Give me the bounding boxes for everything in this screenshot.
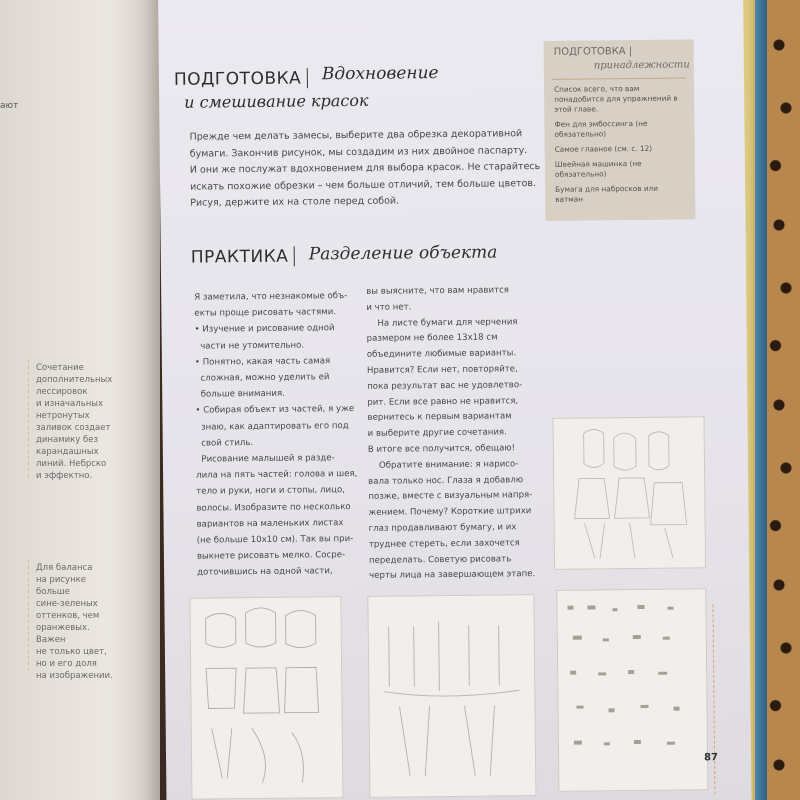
left-caption-1 — [36, 362, 112, 482]
header-preparation — [174, 56, 535, 120]
text-column-1 — [194, 288, 367, 581]
caption-line: больше — [36, 587, 70, 597]
column-1-line: знаю, как адаптировать его под — [195, 420, 349, 433]
column-1-line: сложная, можно уделить ей — [195, 372, 330, 384]
sidebar-items — [554, 83, 687, 209]
supplies-sidebar — [544, 39, 696, 221]
column-2-line: На листе бумаги для черчения — [366, 316, 518, 329]
header-preparation-script: Вдохновение — [321, 63, 439, 85]
column-2-line: черты лица на завершающем этапе. — [369, 569, 536, 582]
header-practice-sans: ПРАКТИКА — [190, 246, 289, 268]
column-2-line: и выберите другие сочетания. — [367, 427, 507, 440]
intro-line: Прежде чем делать замесы, выберите два обрезка декоративной — [189, 128, 523, 143]
column-2-line: размером не более 13х18 см — [366, 332, 498, 345]
intro-line: бумаги. Закончив рисунок, мы создадим из них двойное паспарту. — [189, 144, 528, 160]
caption-line: линий. Небрско — [36, 459, 107, 469]
header-practice-script: Разделение объекта — [308, 242, 498, 265]
column-2-line: жением. Почему? Короткие штрихи — [368, 506, 532, 518]
column-2-line: глаз продавливают бумагу, и их — [368, 522, 517, 534]
sidebar-item: Фен для эмбоссинга (не обязательно) — [554, 118, 648, 139]
caption-line: сине-зеленых — [36, 599, 98, 609]
column-1-line: • Собирая объект из частей, я уже — [195, 404, 355, 417]
caption-line: не только цвет, — [36, 647, 107, 657]
column-2-line: позже, вместе с визуальным напря- — [368, 490, 533, 503]
sidebar-item: Бумага для набросков или ватман — [555, 183, 658, 204]
sketch-outline-image — [367, 594, 536, 798]
header-preparation-script-2: и смешивание красок — [184, 90, 369, 112]
intro-paragraph — [189, 126, 550, 212]
column-1-line: доточившись на одной части, — [197, 566, 333, 579]
caption-line: Для баланса — [36, 563, 93, 573]
sidebar-item: Список всего, что вам понадобится для упражнений в этой главе. — [554, 83, 678, 114]
left-caption-2 — [36, 562, 113, 682]
column-2-line: вернитесь к первым вариантам — [367, 411, 512, 424]
caption-line: карандашных — [36, 447, 99, 457]
caption-dash-line — [28, 360, 29, 480]
left-page-edge-text: ают — [0, 101, 19, 111]
text-column-2 — [366, 283, 549, 585]
book-cover-edge — [755, 0, 767, 800]
right-page — [158, 0, 752, 800]
caption-line: оранжевых. — [36, 623, 90, 633]
column-1-line: екты проще рисовать частями. — [194, 307, 337, 319]
sidebar-divider — [552, 77, 686, 79]
intro-line: И они же послужат вдохновением для выбора красок. Не старайтесь — [189, 161, 541, 176]
caption-dash-line-2 — [28, 560, 29, 670]
caption-line: динамику без — [36, 435, 98, 445]
column-1-line: свой стиль. — [195, 437, 254, 449]
column-1-line: • Понятно, какая часть самая — [194, 356, 331, 368]
caption-line: на рисунке — [36, 575, 87, 585]
left-page — [0, 0, 160, 800]
column-1-line: больше внимания. — [195, 388, 285, 400]
sketch-grid-image — [556, 588, 708, 792]
caption-line: на изображении. — [36, 671, 113, 681]
column-1-line: Рисование малышей я разде- — [195, 453, 335, 465]
column-1-line: лила на пять частей: голова и шея, — [196, 469, 358, 481]
caption-line: и изначальных — [36, 399, 104, 409]
intro-line: искать похожие обрезки – чем больше отличий, тем больше цветов. — [190, 177, 537, 193]
header-practice — [191, 236, 551, 280]
column-1-line: выкнете рисовать мелко. Сосре- — [196, 550, 346, 562]
column-2-line: В итоге все получится, обещаю! — [367, 443, 516, 455]
column-1-line: (не больше 10x10 см). Так вы при- — [196, 534, 354, 546]
caption-line: дополнительных — [36, 375, 113, 385]
page-number: 87 — [704, 752, 719, 764]
column-2-line: труднее стереть, если захочется — [368, 537, 520, 550]
column-2-line: вы выясните, что вам нравится — [366, 285, 510, 297]
caption-line: Важен — [36, 635, 66, 645]
column-1-line: Я заметила, что незнакомые объ- — [194, 291, 348, 303]
sidebar-item: Швейная машинка (не обязательно) — [554, 158, 642, 179]
column-2-line: Нравится? Если нет, повторяйте, — [366, 364, 518, 376]
caption-line: но и его доля — [36, 659, 97, 669]
caption-line: нетронутых — [36, 411, 90, 421]
caption-line: лессировок — [36, 387, 88, 397]
caption-line: оттенков, чем — [36, 611, 100, 621]
stitch-line-decoration — [712, 604, 715, 794]
column-2-line: пока результат вас не удовлетво- — [367, 379, 523, 392]
column-2-line: объедините любимые варианты. — [366, 348, 517, 361]
sidebar-title: ПОДГОТОВКА | — [553, 46, 633, 58]
column-2-line: рит. Если все равно не нравится, — [367, 395, 519, 408]
column-1-line: волосы. Изобразите по несколько — [196, 501, 351, 514]
column-2-line: и что нет. — [366, 302, 412, 313]
column-1-line: тело и руки, ноги и стопы, лицо, — [196, 485, 345, 498]
header-preparation-separator: | — [303, 64, 312, 89]
column-1-line: • Изучение и рисование одной — [194, 323, 335, 336]
caption-line: и эффектно. — [36, 471, 93, 481]
column-1-line: части не утомительно. — [194, 340, 305, 352]
sidebar-title-script: принадлежности — [593, 59, 690, 72]
column-2-line: Обратите внимание: я нарисо- — [367, 459, 519, 471]
column-1-line: вариантов на маленьких листах — [196, 517, 344, 530]
sidebar-item: Самое главное (см. с. 12) — [554, 143, 653, 154]
header-preparation-sans: ПОДГОТОВКА — [173, 68, 302, 90]
caption-line: Сочетание — [36, 363, 84, 373]
sketch-parts-image-1 — [189, 596, 343, 800]
sketch-figures-image — [553, 416, 707, 570]
column-2-line: вала только нос. Глаза я добавлю — [368, 474, 524, 487]
column-2-line: переделать. Советую рисовать — [368, 553, 512, 566]
intro-line: Рисуя, держите их на столе перед собой. — [190, 195, 400, 209]
header-practice-separator: | — [290, 242, 299, 267]
caption-line: заливок создает — [36, 423, 111, 433]
